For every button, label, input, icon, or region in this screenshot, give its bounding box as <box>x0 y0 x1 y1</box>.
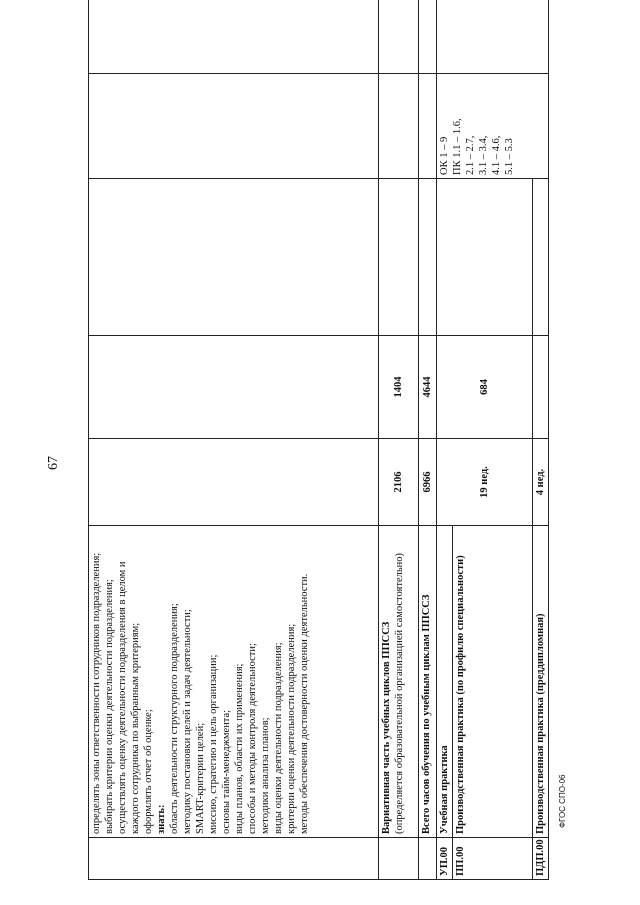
pdp-title: Производственная практика (преддипломная) <box>533 526 549 838</box>
competency-cell <box>419 74 437 179</box>
max-hours-cell <box>89 439 379 526</box>
pp-title: Производственная практика (по профилю специальности) <box>453 526 533 838</box>
table-row <box>437 0 453 880</box>
discipline-cell <box>89 179 379 336</box>
skills-text: определять зоны ответственности сотрудников подразделения; выбирать критерии оценки деятельности подразделения; осуществлять оценку деятельности подразделения в целом и каждого сотрудника по выбранным критериям; оформлять отчет об оценке; <box>91 552 154 834</box>
curriculum-table-wrapper <box>88 28 564 880</box>
hours-cell <box>533 336 549 439</box>
code-cell <box>379 838 419 880</box>
know-label: знать: <box>156 804 167 834</box>
table-row <box>89 0 379 880</box>
pdp-weeks: 4 нед. <box>533 439 549 526</box>
table-row <box>379 0 419 880</box>
pdp-code: ПДП.00 <box>533 838 549 880</box>
extra-cell <box>437 0 549 74</box>
pp-weeks: 19 нед. <box>437 439 533 526</box>
extra-cell <box>419 0 437 74</box>
variative-hours: 1404 <box>379 336 419 439</box>
competency-cell <box>379 74 419 179</box>
knowledge-text: область деятельности структурного подразделения; методику постановки целей и задач деятельности; SMART-критерии целей; миссию, стратегию и цель организации; основы тайм-менеджмента; виды планов, области их применения; способы и методы контроля деятельности; методики анализа планов; виды оценки деятельности подразделения; критерии оценки деятельности подразделения; методы обеспечения достоверности оценки деятельности. <box>169 573 310 834</box>
total-max-hours: 6966 <box>419 439 437 526</box>
discipline-cell <box>533 179 549 336</box>
pp-code: ПП.00 <box>453 838 533 880</box>
competency-cell <box>89 74 379 179</box>
pp-competencies: ОК 1 – 9 ПК 1.1 – 1.6, 2.1 – 2.7, 3.1 – 3.4, 4.1 – 4.6, 5.1 – 5.3 <box>437 74 549 179</box>
variative-max-hours: 2106 <box>379 439 419 526</box>
up-title: Учебная практика <box>437 526 453 838</box>
total-hours: 4644 <box>419 336 437 439</box>
page-number: 67 <box>46 456 61 470</box>
extra-cell <box>89 0 379 74</box>
curriculum-table <box>88 0 549 880</box>
variative-title: Вариативная часть учебных циклов ППССЗ <box>381 621 392 834</box>
hours-cell <box>89 336 379 439</box>
footer-label: ФГОС СПО-06 <box>558 774 567 828</box>
up-code: УП.00 <box>437 838 453 880</box>
code-cell <box>89 838 379 880</box>
code-cell <box>419 838 437 880</box>
discipline-cell <box>379 179 419 336</box>
table-row <box>419 0 437 880</box>
variative-note: (определяется образовательной организацией самостоятельно) <box>394 552 405 834</box>
total-title: Всего часов обучения по учебным циклам ППССЗ <box>419 526 437 838</box>
extra-cell <box>379 0 419 74</box>
variative-cell <box>379 526 419 838</box>
discipline-cell <box>419 179 437 336</box>
discipline-cell <box>437 179 533 336</box>
pp-hours: 684 <box>437 336 533 439</box>
description-cell <box>89 526 379 838</box>
